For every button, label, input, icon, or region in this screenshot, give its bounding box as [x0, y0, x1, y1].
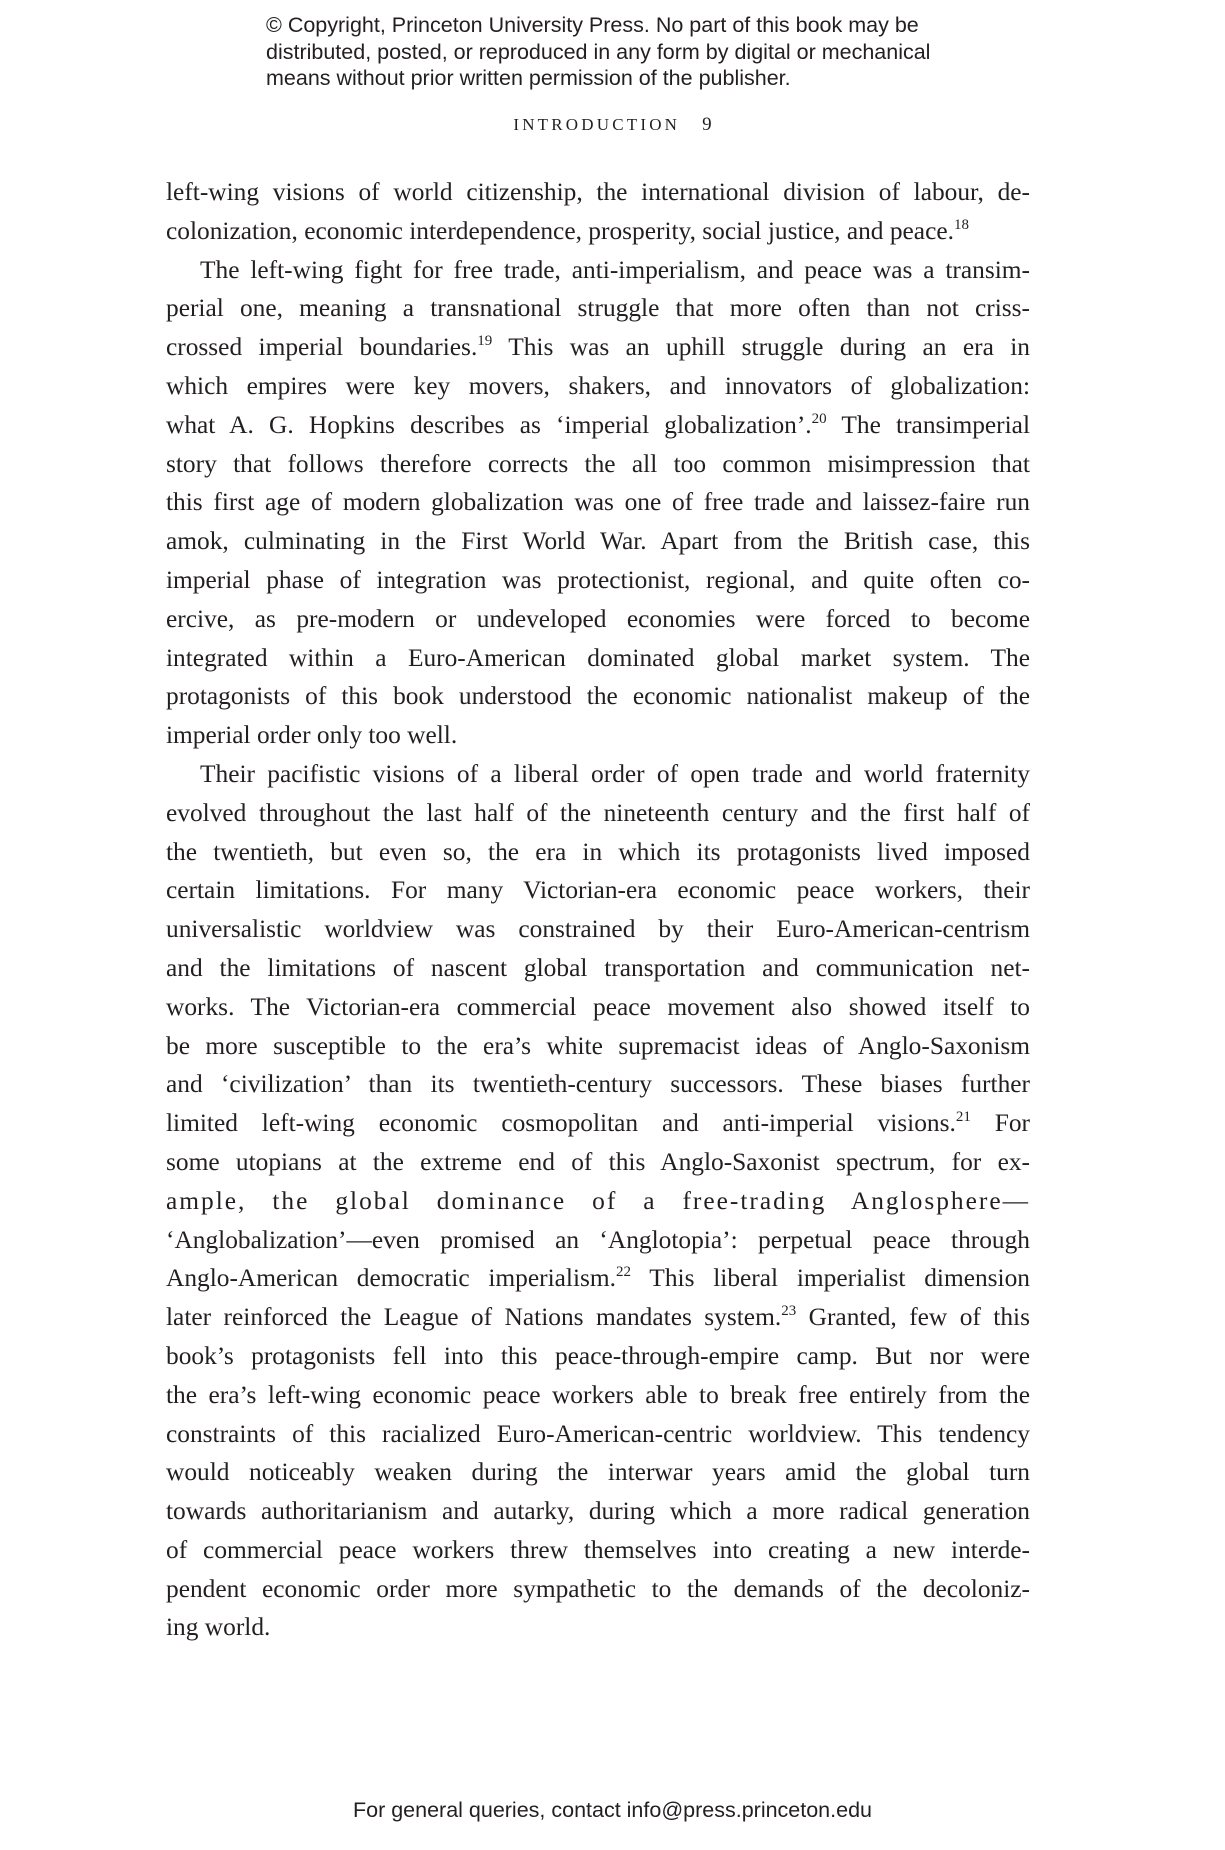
text-line: be more susceptible to the era’s white supremacist ideas of Anglo-Saxonism	[166, 1031, 1030, 1060]
text-line: colonization, economic interdependence, prosperity, social justice, and peace.$^{18}$	[166, 216, 969, 245]
text-line: ing world.	[166, 1613, 271, 1642]
paragraph-start: The left-wing fight for free trade, anti-imperialism, and peace was a transim-	[200, 255, 1030, 284]
text-line: which empires were key movers, shakers, and innovators of globalization:	[166, 371, 1030, 400]
text-line: works. The Victorian-era commercial peace movement also showed itself to	[166, 992, 1030, 1021]
copyright-notice	[266, 12, 1026, 92]
text-line: amok, culminating in the First World War. Apart from the British case, this	[166, 527, 1030, 556]
text-line: imperial order only too well.	[166, 721, 458, 750]
running-head	[0, 114, 1225, 136]
copyright-line: means without prior written permission of the publisher.	[266, 66, 791, 90]
chapter-title: INTRODUCTION	[513, 115, 681, 134]
text-line: limited left-wing economic cosmopolitan and anti-imperial visions.$^{21}$ For	[166, 1109, 1030, 1138]
text-line: imperial phase of integration was protectionist, regional, and quite often co-	[166, 565, 1030, 594]
text-line: perial one, meaning a transnational struggle that more often than not criss-	[166, 294, 1030, 323]
text-line: protagonists of this book understood the economic nationalist makeup of the	[166, 682, 1030, 711]
text-line: would noticeably weaken during the interwar years amid the global turn	[166, 1458, 1030, 1487]
text-line: story that follows therefore corrects the all too common misimpression that	[166, 449, 1030, 478]
copyright-line: distributed, posted, or reproduced in any form by digital or mechanical	[266, 39, 931, 64]
footnote-ref: 20	[811, 410, 827, 427]
text-line: the era’s left-wing economic peace workers able to break free entirely from the	[166, 1380, 1030, 1409]
text-line: ample, the global dominance of a free-trading Anglosphere—	[166, 1186, 1030, 1215]
text-line: universalistic worldview was constrained by their Euro-American-centrism	[166, 915, 1030, 944]
text-line: the twentieth, but even so, the era in which its protagonists lived imposed	[166, 837, 1030, 866]
text-line: later reinforced the League of Nations mandates system.$^{23}$ Granted, few of this	[166, 1303, 1030, 1332]
text-line: book’s protagonists fell into this peace-through-empire camp. But nor were	[166, 1341, 1030, 1370]
footnote-ref: 18	[953, 216, 969, 233]
text-line: ercive, as pre-modern or undeveloped economies were forced to become	[166, 604, 1030, 633]
footnote-ref: 21	[955, 1109, 971, 1126]
text-line: constraints of this racialized Euro-American-centric worldview. This tendency	[166, 1419, 1030, 1448]
text-line: Anglo-American democratic imperialism.$^{22}$ This liberal imperialist dimension	[166, 1264, 1030, 1293]
footnote-ref: 19	[477, 333, 493, 350]
footer-contact: For general queries, contact info@press.princeton.edu	[352, 1798, 872, 1822]
text-line: evolved throughout the last half of the nineteenth century and the first half of	[166, 798, 1030, 827]
text-line: and the limitations of nascent global transportation and communication net-	[166, 953, 1030, 982]
copyright-line: © Copyright, Princeton University Press. No part of this book may be	[266, 13, 919, 37]
text-line: left-wing visions of world citizenship, the international division of labour, de-	[166, 178, 1030, 206]
text-line: what A. G. Hopkins describes as ‘imperial globalization’.$^{20}$ The transimperial	[166, 410, 1031, 439]
text-line: of commercial peace workers threw themselves into creating a new interde-	[166, 1535, 1030, 1564]
body-text	[166, 173, 1030, 1647]
footnote-ref: 22	[616, 1264, 631, 1281]
text-line: certain limitations. For many Victorian-era economic peace workers, their	[166, 876, 1030, 905]
text-line: crossed imperial boundaries.$^{19}$ This was an uphill struggle during an era in	[166, 333, 1031, 362]
text-line: and ‘civilization’ than its twentieth-century successors. These biases further	[166, 1070, 1030, 1099]
text-line: pendent economic order more sympathetic to the demands of the decoloniz-	[166, 1574, 1030, 1603]
footnote-ref: 23	[781, 1303, 797, 1320]
paragraph-start: Their pacifistic visions of a liberal order of open trade and world fraternity	[200, 759, 1030, 788]
text-line: this first age of modern globalization was one of free trade and laissez-faire run	[166, 488, 1030, 517]
text-line: some utopians at the extreme end of this Anglo-Saxonist spectrum, for ex-	[166, 1147, 1030, 1176]
text-line: towards authoritarianism and autarky, during which a more radical generation	[166, 1497, 1030, 1526]
text-line: ‘Anglobalization’—even promised an ‘Anglotopia’: perpetual peace through	[166, 1225, 1030, 1254]
page-number: 9	[702, 114, 712, 135]
text-line: integrated within a Euro-American dominated global market system. The	[166, 643, 1030, 672]
